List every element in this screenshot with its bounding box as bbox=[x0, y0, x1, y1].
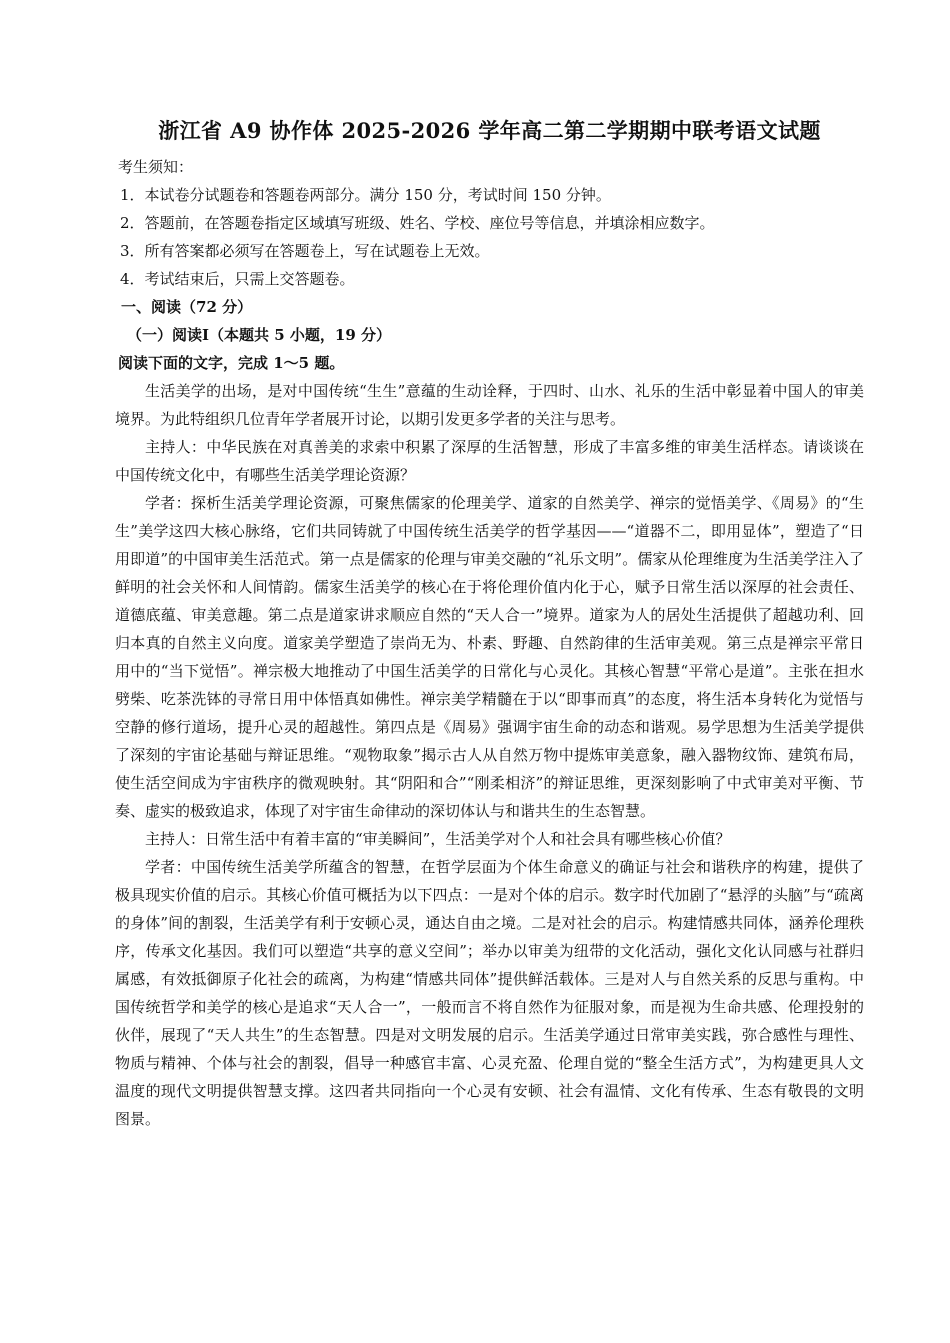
passage-paragraph-5: 学者：中国传统生活美学所蕴含的智慧，在哲学层面为个体生命意义的确证与社会和谐秩序的构建，提供了极具现实价值的启示。其核心价值可概括为以下四点：一是对个体的启示。数字时代加剧了“悬浮的头脑”与“疏离的身体”间的割裂，生活美学有利于安顿心灵，通达自由之境。二是对社会的启示。构建情感共同体，涵养伦理秩序，传承文化基因。我们可以塑造“共享的意义空间”；举办以审美为纽带的文化活动，强化文化认同感与社群归属感，有效抵御原子化社会的疏离，为构建“情感共同体”提供鲜活载体。三是对人与自然关系的反思与重构。中国传统哲学和美学的核心是追求“天人合一”，一般而言不将自然作为征服对象，而是视为生命共感、伦理投射的伙伴，展现了“天人共生”的生态智慧。四是对文明发展的启示。生活美学通过日常审美实践，弥合感性与理性、物质与精神、个体与社会的割裂，倡导一种感官丰富、心灵充盈、伦理自觉的“整全生活方式”，为构建更具人文温度的现代文明提供智慧支撑。这四者共同指向一个心灵有安顿、社会有温情、文化有传承、生态有敬畏的文明图景。 bbox=[115, 858, 864, 1128]
notice-item-3: 3．所有答案都必须写在答题卷上，写在试题卷上无效。 bbox=[120, 242, 490, 260]
passage-paragraph-3: 学者：探析生活美学理论资源，可聚焦儒家的伦理美学、道家的自然美学、禅宗的觉悟美学、《周易》的“生生”美学这四大核心脉络，它们共同铸就了中国传统生活美学的哲学基因——“道器不二，即用显体”，塑造了“日用即道”的中国审美生活范式。第一点是儒家的伦理与审美交融的“礼乐文明”。儒家从伦理维度为生活美学注入了鲜明的社会关怀和人间情韵。儒家生活美学的核心在于将伦理价值内化于心，赋予日常生活以深厚的社会责任、道德底蕴、审美意趣。第二点是道家讲求顺应自然的“天人合一”境界。道家为人的居处生活提供了超越功利、回归本真的自然主义向度。道家美学塑造了崇尚无为、朴素、野趣、自然韵律的生活审美观。第三点是禅宗平常日用中的“当下觉悟”。禅宗极大地推动了中国生活美学的日常化与心灵化。其核心智慧“平常心是道”。主张在担水劈柴、吃茶洗钵的寻常日用中体悟真如佛性。禅宗美学精髓在于以“即事而真”的态度，将生活本身转化为觉悟与空静的修行道场，提升心灵的超越性。第四点是《周易》强调宇宙生命的动态和谐观。易学思想为生活美学提供了深刻的宇宙论基础与辩证思维。“观物取象”揭示古人从自然万物中提炼审美意象，融入器物纹饰、建筑布局，使生活空间成为宇宙秩序的微观映射。其“阴阳和合”“刚柔相济”的辩证思维，更深刻影响了中式审美对平衡、节奏、虚实的极致追求，体现了对宇宙生命律动的深切体认与和谐共生的生态智慧。 bbox=[115, 494, 864, 820]
passage-paragraph-2: 主持人：中华民族在对真善美的求索中积累了深厚的生活智慧，形成了丰富多维的审美生活样态。请谈谈在中国传统文化中，有哪些生活美学理论资源？ bbox=[115, 438, 864, 484]
passage-paragraph-1: 生活美学的出场，是对中国传统“生生”意蕴的生动诠释，于四时、山水、礼乐的生活中彰显着中国人的审美境界。为此特组织几位青年学者展开讨论，以期引发更多学者的关注与思考。 bbox=[115, 382, 864, 428]
notice-item-4: 4．考试结束后，只需上交答题卷。 bbox=[120, 270, 355, 288]
notice-item-2: 2．答题前，在答题卷指定区域填写班级、姓名、学校、座位号等信息，并填涂相应数字。 bbox=[120, 214, 715, 232]
reading-instruction: 阅读下面的文字，完成 1～5 题。 bbox=[118, 354, 345, 372]
section-heading: 一、阅读（72 分） bbox=[121, 298, 253, 316]
reading-passage bbox=[115, 377, 864, 1133]
candidate-notice bbox=[115, 153, 864, 293]
notice-label: 考生须知： bbox=[118, 158, 194, 176]
passage-paragraph-4: 主持人：日常生活中有着丰富的“审美瞬间”，生活美学对个人和社会具有哪些核心价值？ bbox=[145, 830, 731, 848]
exam-title: 浙江省 A9 协作体 2025-2026 学年高二第二学期期中联考语文试题 bbox=[158, 118, 821, 143]
subsection-heading: （一）阅读Ⅰ（本题共 5 小题，19 分） bbox=[127, 326, 391, 344]
notice-item-1: 1．本试卷分试题卷和答题卷两部分。满分 150 分，考试时间 150 分钟。 bbox=[120, 186, 611, 204]
